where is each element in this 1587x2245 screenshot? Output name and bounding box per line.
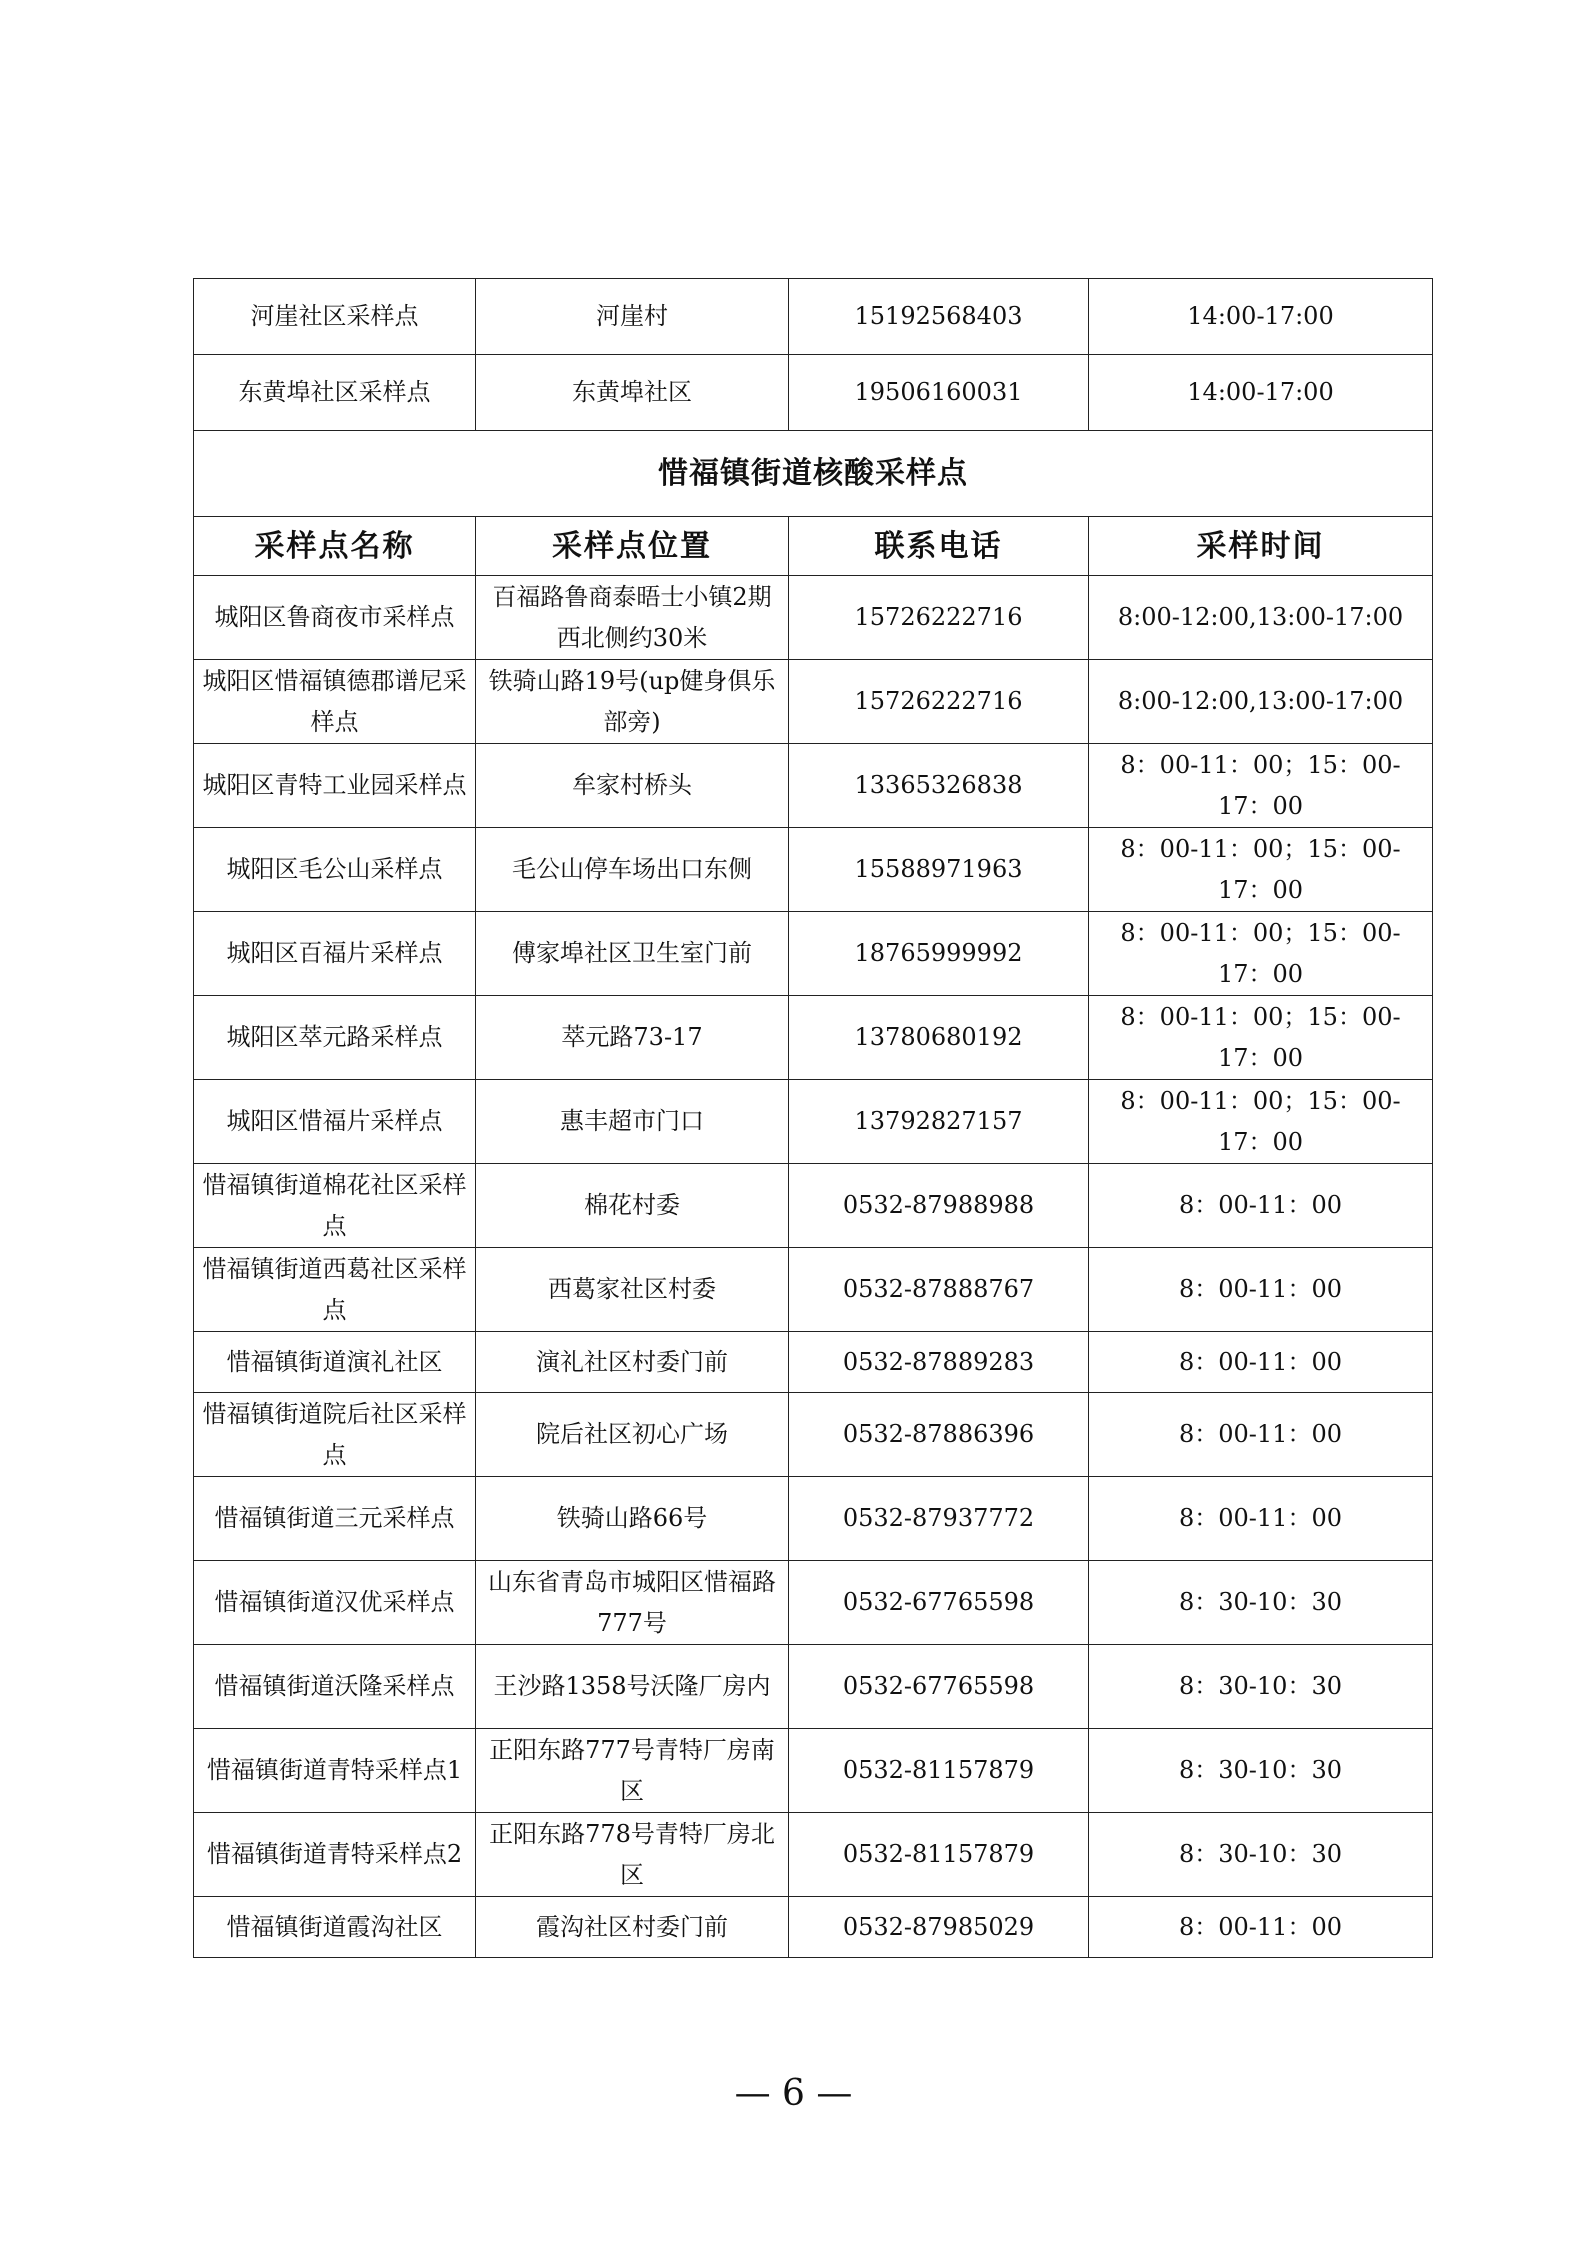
cell-location: 正阳东路777号青特厂房南区 [476,1729,789,1813]
cell-name: 东黄埠社区采样点 [194,355,476,431]
table-row [194,1477,1433,1561]
table-row [194,744,1433,828]
cell-name: 城阳区萃元路采样点 [194,996,476,1080]
table-row [194,828,1433,912]
cell-location: 百福路鲁商泰晤士小镇2期西北侧约30米 [476,576,789,660]
cell-name: 惜福镇街道院后社区采样点 [194,1393,476,1477]
cell-name: 城阳区鲁商夜市采样点 [194,576,476,660]
page-number: — 6 — [734,2073,853,2114]
cell-location: 傅家埠社区卫生室门前 [476,912,789,996]
header-row [194,517,1433,576]
header-phone: 联系电话 [789,517,1089,576]
section-title: 惜福镇街道核酸采样点 [194,431,1433,517]
cell-location: 山东省青岛市城阳区惜福路777号 [476,1561,789,1645]
cell-name: 惜福镇街道西葛社区采样点 [194,1248,476,1332]
cell-location: 棉花村委 [476,1164,789,1248]
cell-location: 院后社区初心广场 [476,1393,789,1477]
cell-phone: 0532-81157879 [789,1813,1089,1897]
cell-name: 城阳区毛公山采样点 [194,828,476,912]
cell-name: 惜福镇街道青特采样点2 [194,1813,476,1897]
table-row [194,660,1433,744]
table-row [194,1248,1433,1332]
cell-name: 河崖社区采样点 [194,279,476,355]
cell-phone: 15726222716 [789,660,1089,744]
cell-time: 8：00-11：00 [1089,1332,1433,1393]
cell-location: 铁骑山路19号(up健身俱乐部旁) [476,660,789,744]
table-row [194,1393,1433,1477]
cell-time: 14:00-17:00 [1089,279,1433,355]
cell-time: 8:00-12:00,13:00-17:00 [1089,576,1433,660]
cell-location: 毛公山停车场出口东侧 [476,828,789,912]
cell-phone: 19506160031 [789,355,1089,431]
cell-phone: 13365326838 [789,744,1089,828]
cell-location: 东黄埠社区 [476,355,789,431]
cell-phone: 0532-87888767 [789,1248,1089,1332]
cell-name: 惜福镇街道汉优采样点 [194,1561,476,1645]
cell-phone: 0532-87889283 [789,1332,1089,1393]
cell-time: 8：00-11：00 [1089,1897,1433,1958]
cell-phone: 0532-87988988 [789,1164,1089,1248]
table-row [194,1897,1433,1958]
cell-time: 8：00-11：00 [1089,1248,1433,1332]
cell-time: 8：00-11：00；15：00-17：00 [1089,828,1433,912]
table-row [194,1645,1433,1729]
cell-name: 城阳区百福片采样点 [194,912,476,996]
cell-location: 牟家村桥头 [476,744,789,828]
cell-phone: 15588971963 [789,828,1089,912]
cell-phone: 0532-81157879 [789,1729,1089,1813]
cell-time: 8：30-10：30 [1089,1729,1433,1813]
table-row [194,279,1433,355]
table-row [194,1164,1433,1248]
cell-location: 惠丰超市门口 [476,1080,789,1164]
table-row [194,1332,1433,1393]
cell-phone: 0532-87886396 [789,1393,1089,1477]
sampling-points-table [193,278,1433,1958]
table-row [194,1080,1433,1164]
cell-time: 8：30-10：30 [1089,1645,1433,1729]
cell-time: 8:00-12:00,13:00-17:00 [1089,660,1433,744]
cell-time: 14:00-17:00 [1089,355,1433,431]
table-row [194,355,1433,431]
section-title-row [194,431,1433,517]
cell-location: 演礼社区村委门前 [476,1332,789,1393]
cell-location: 铁骑山路66号 [476,1477,789,1561]
cell-location: 西葛家社区村委 [476,1248,789,1332]
cell-time: 8：00-11：00 [1089,1477,1433,1561]
cell-phone: 18765999992 [789,912,1089,996]
table-row [194,576,1433,660]
cell-time: 8：00-11：00；15：00-17：00 [1089,996,1433,1080]
cell-name: 惜福镇街道青特采样点1 [194,1729,476,1813]
header-location: 采样点位置 [476,517,789,576]
cell-name: 城阳区惜福镇德郡谱尼采样点 [194,660,476,744]
header-time: 采样时间 [1089,517,1433,576]
table-row [194,912,1433,996]
header-name: 采样点名称 [194,517,476,576]
cell-location: 王沙路1358号沃隆厂房内 [476,1645,789,1729]
cell-name: 惜福镇街道演礼社区 [194,1332,476,1393]
cell-name: 城阳区青特工业园采样点 [194,744,476,828]
cell-time: 8：00-11：00；15：00-17：00 [1089,912,1433,996]
cell-name: 惜福镇街道沃隆采样点 [194,1645,476,1729]
cell-phone: 15726222716 [789,576,1089,660]
table-row [194,996,1433,1080]
cell-location: 正阳东路778号青特厂房北区 [476,1813,789,1897]
cell-time: 8：00-11：00；15：00-17：00 [1089,744,1433,828]
cell-time: 8：00-11：00 [1089,1393,1433,1477]
table-row [194,1729,1433,1813]
cell-name: 惜福镇街道霞沟社区 [194,1897,476,1958]
cell-phone: 13792827157 [789,1080,1089,1164]
cell-location: 萃元路73-17 [476,996,789,1080]
cell-time: 8：30-10：30 [1089,1561,1433,1645]
cell-phone: 15192568403 [789,279,1089,355]
cell-name: 惜福镇街道三元采样点 [194,1477,476,1561]
cell-time: 8：30-10：30 [1089,1813,1433,1897]
cell-location: 霞沟社区村委门前 [476,1897,789,1958]
table-row [194,1813,1433,1897]
cell-phone: 0532-87937772 [789,1477,1089,1561]
cell-phone: 13780680192 [789,996,1089,1080]
cell-time: 8：00-11：00 [1089,1164,1433,1248]
table-body [194,279,1433,1958]
cell-location: 河崖村 [476,279,789,355]
table-row [194,1561,1433,1645]
cell-name: 城阳区惜福片采样点 [194,1080,476,1164]
cell-phone: 0532-67765598 [789,1561,1089,1645]
cell-phone: 0532-87985029 [789,1897,1089,1958]
cell-phone: 0532-67765598 [789,1645,1089,1729]
cell-name: 惜福镇街道棉花社区采样点 [194,1164,476,1248]
cell-time: 8：00-11：00；15：00-17：00 [1089,1080,1433,1164]
